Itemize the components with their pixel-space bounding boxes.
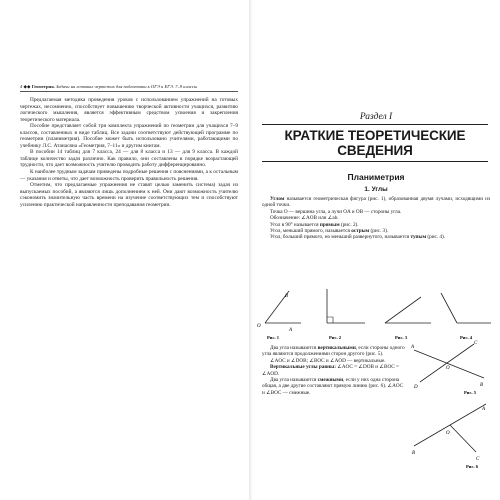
svg-text:C: C	[474, 341, 478, 346]
paragraph: Предлагаемая методика проведения уроков с использованием упражнений на готовых чертежах, несомненно, способствует повышению творческой активности учащихся, развитию логического мышления, является эффективным средством усвоения и закрепления теоретического материала.	[20, 97, 238, 123]
fig-caption: Рис. 6	[466, 464, 479, 469]
svg-text:O: O	[446, 366, 450, 371]
angle-parts: Точка O — вершина угла, а лучи OA и OB — стороны угла.	[270, 208, 402, 215]
angle-notation: Обозначение: ∠AOB или ∠ab.	[270, 215, 339, 222]
subject-heading: Планиметрия	[347, 172, 405, 182]
fig-caption: Рис. 4	[460, 335, 473, 340]
running-head: 4 ◆◆ Геометрия. Задачи на готовых чертежах для подготовки к ОГЭ и ЕГЭ. 7–9 классы	[20, 84, 238, 92]
vertical-angles-def: Два угла называются вертикальными, если стороны одного угла являются продолжениями сторон другого (рис. 5).	[262, 345, 405, 358]
label-o: O	[257, 324, 261, 329]
right-angle-def: Угол в 90° называется прямым (рис. 2).	[270, 221, 359, 228]
page-number: 4	[20, 84, 23, 89]
paragraph: Отметим, что предлагаемые упражнения не ставят целью заменить система) задач из выпускаемых пособий, а являются лишь дополнением к ней. Они дают возможность учителю сэкономить значительную часть времени на изучение соответствующих тем и способствуют усилению практической направленности преподавания геометрии.	[20, 182, 238, 208]
label-b: B	[285, 294, 289, 299]
acute-angle-def: Угол, меньший прямого, называется острым (рис. 3).	[270, 228, 389, 235]
left-page	[0, 0, 248, 500]
book-title: Геометрия.	[31, 84, 55, 89]
obtuse-angle-def: Угол, больший прямого, но меньший развернутого, называется тупым (рис. 4).	[270, 234, 446, 241]
svg-text:A: A	[411, 345, 415, 350]
figure-6	[410, 400, 490, 470]
figure-1	[257, 291, 301, 340]
svg-text:D: D	[414, 385, 418, 390]
label-a: A	[289, 328, 293, 333]
fig-caption: Рис. 1	[267, 335, 280, 340]
definition-angle: Углом называется геометрическая фигура (рис. 1), образованная двумя лучами, исходящими из одной точки.	[262, 196, 490, 209]
figure-4	[441, 293, 491, 340]
adjacent-angles-def: Два угла называются смежными, если у них одна сторона общая, а две другие составляют прямую линию (рис. 6). ∠AOC и ∠BOC — смежные.	[262, 377, 404, 396]
section-title: КРАТКИЕ ТЕОРЕТИЧЕСКИЕ СВЕДЕНИЯ	[262, 124, 488, 162]
topic-heading: 1. Углы	[364, 186, 388, 193]
fig-caption: Рис. 2	[329, 335, 342, 340]
svg-text:B: B	[412, 451, 416, 456]
figure-5	[410, 338, 488, 396]
paragraph: К наиболее трудным задачам приведены подробные решения с пояснениями, а к остальным — указания и ответы, что дает возможность проверить правильность решения.	[20, 169, 238, 182]
angles-definitions	[262, 196, 490, 241]
fig-caption: Рис. 3	[395, 335, 408, 340]
paragraph: Пособие представляет собой три комплекта упражнений по геометрии для учащихся 7–9 классов, составленных в виде таблиц. Все задачи соответствуют действующей программе по геометрии (планиметрия). Пособие может быть использовано учителями, работающими по учебнику Л.С. Атанасяна «Геометрия, 7–11» и другим книгам.	[20, 123, 238, 149]
figure-2	[327, 289, 365, 340]
svg-text:A: A	[482, 407, 486, 412]
intro-text	[20, 97, 238, 208]
angle-pairs-text	[262, 345, 407, 396]
vertical-angles-property: Вертикальные углы равны: ∠AOC = ∠DOB и ∠BOC = ∠AOD.	[262, 364, 399, 377]
svg-text:C: C	[476, 457, 480, 462]
figure-3	[385, 297, 431, 340]
fig-caption: Рис. 5	[464, 390, 477, 395]
vertical-angles-example: ∠AOC и ∠DOB; ∠BOC и ∠AOD — вертикальные.	[270, 357, 386, 364]
book-gutter	[249, 0, 252, 500]
section-label: Раздел I	[359, 112, 393, 122]
paragraph: В пособии 14 таблиц для 7 класса, 24 — для 8 класса и 13 — для 9 класса. В каждой таблице количество задач различно. Как правило, они составлены в порядке возрастающей трудности, что дает возможность учителю проводить работу дифференцированно.	[20, 149, 238, 169]
angle-figures	[255, 283, 495, 343]
svg-text:B: B	[480, 383, 484, 388]
svg-text:O: O	[446, 431, 450, 436]
book-subtitle: Задачи на готовых чертежах для подготовки к ОГЭ и ЕГЭ. 7–9 классы	[55, 84, 198, 89]
